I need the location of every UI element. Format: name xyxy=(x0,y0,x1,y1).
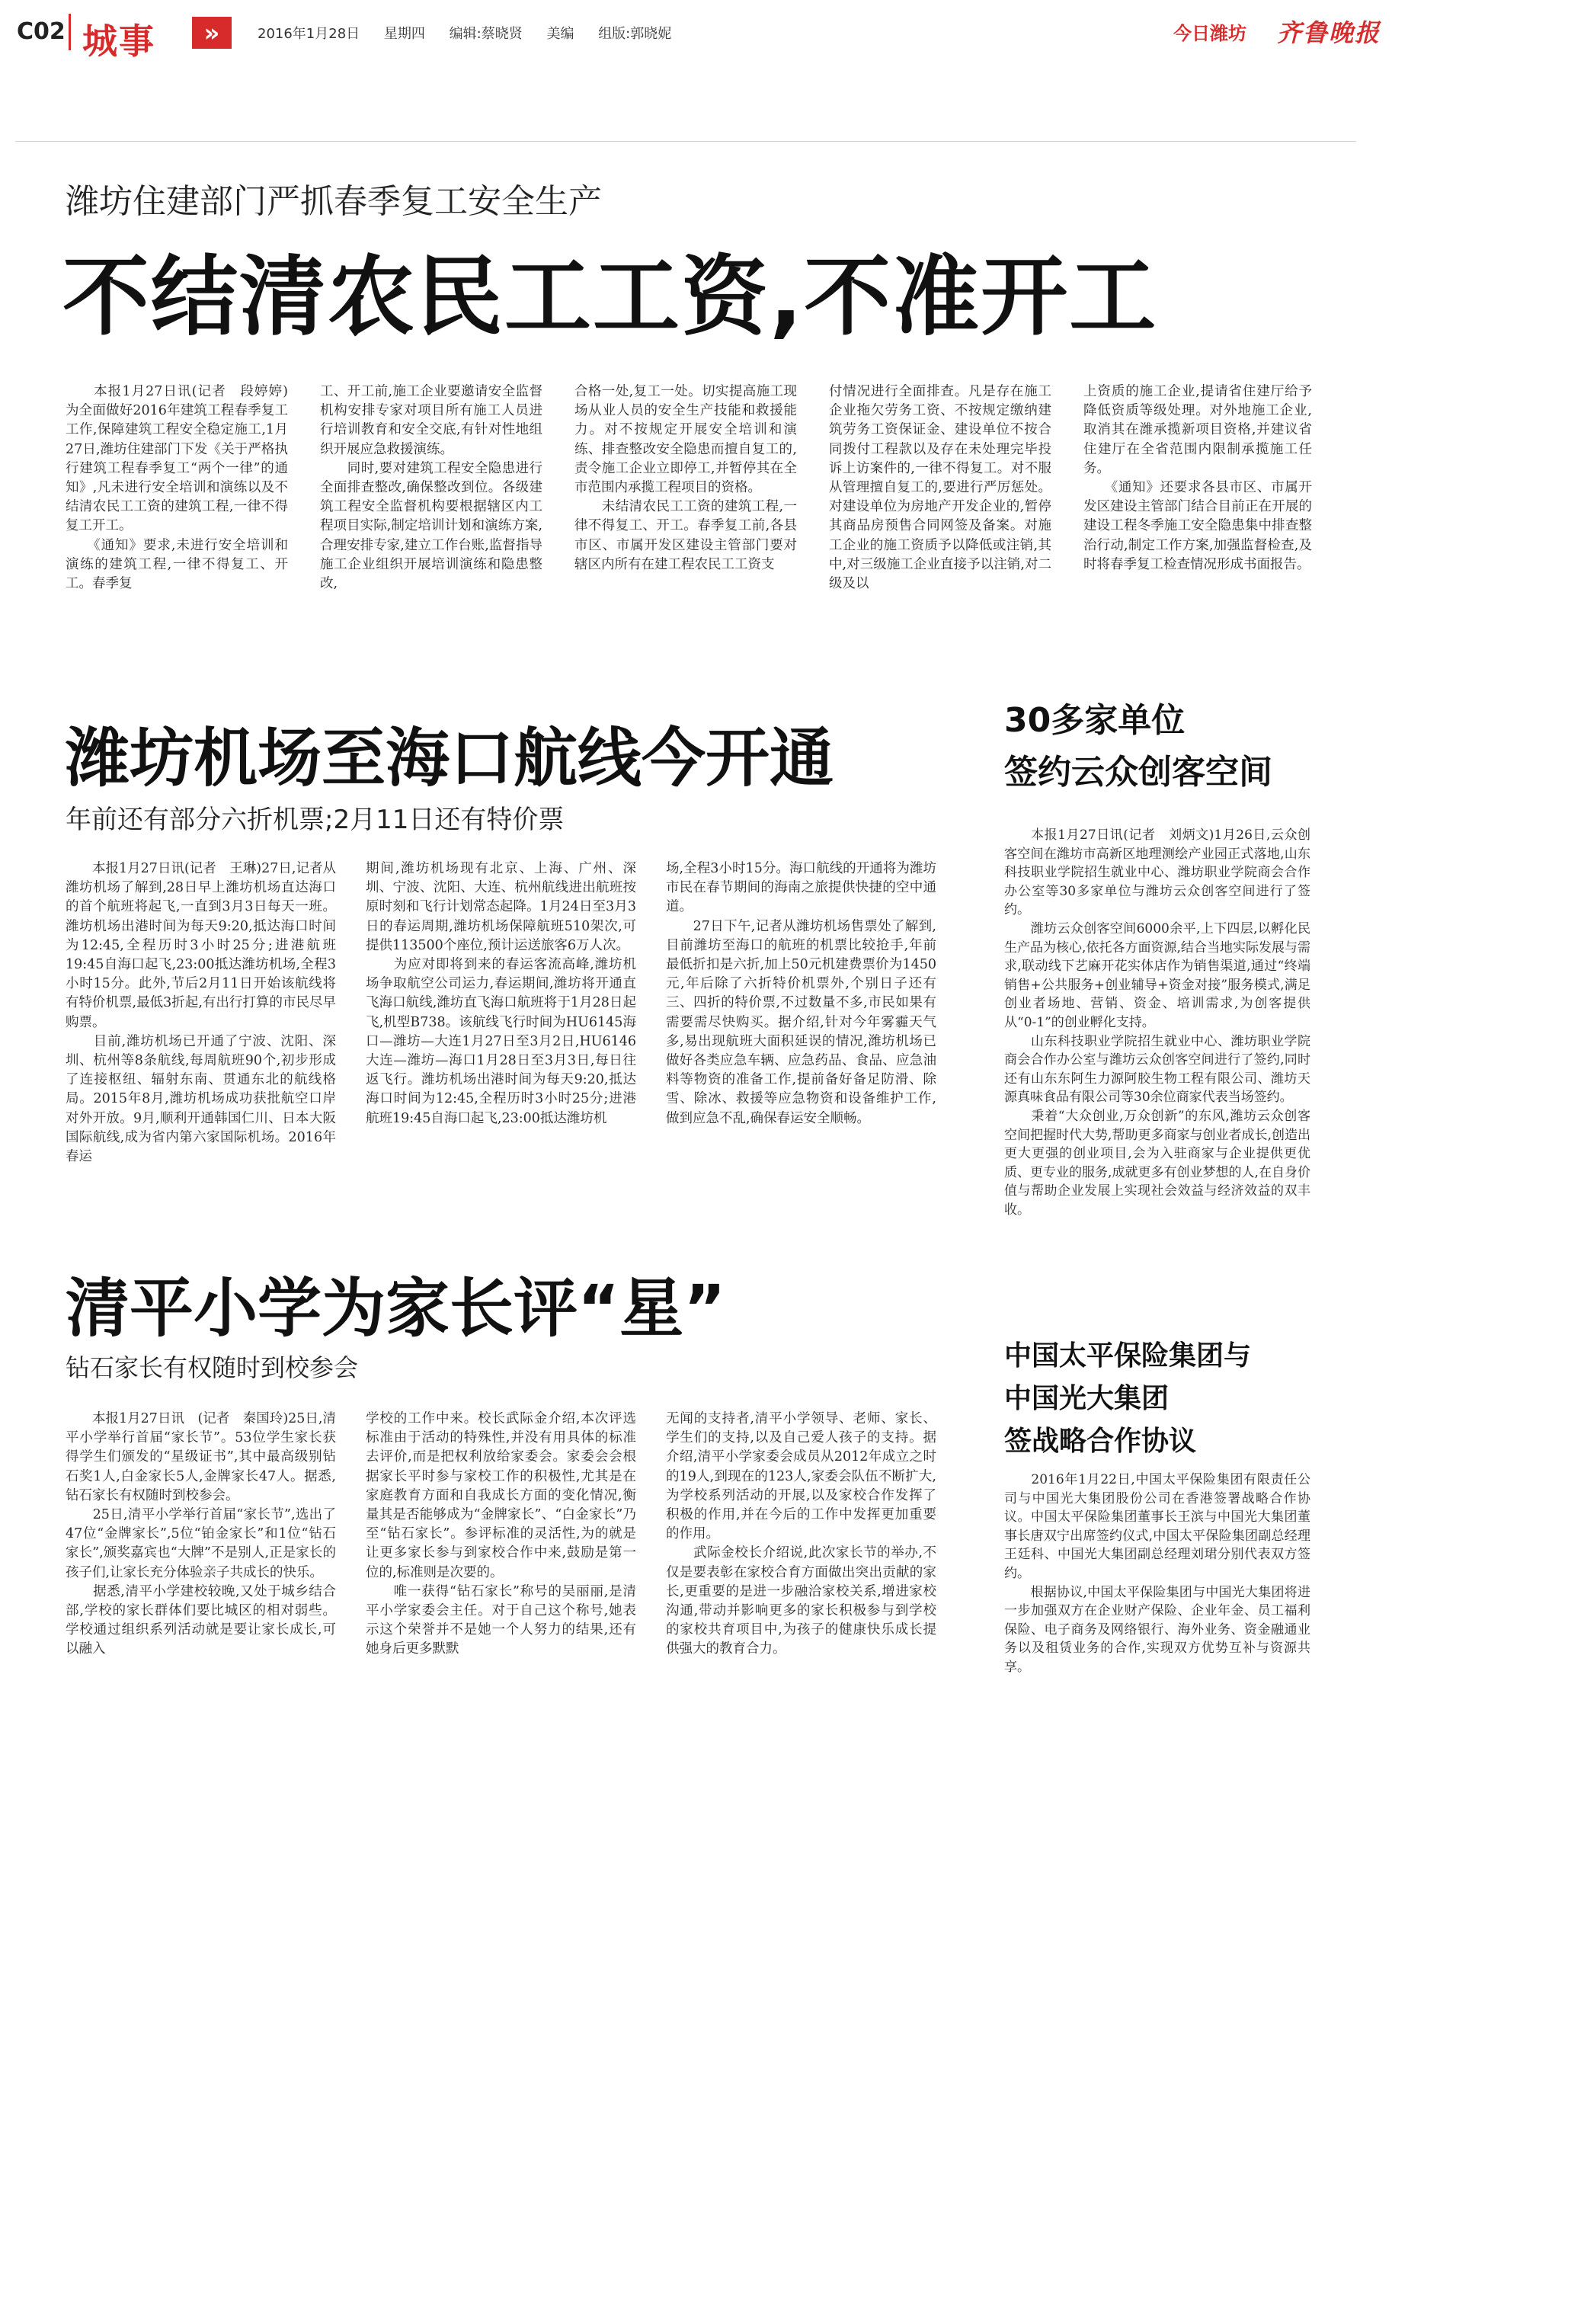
article1-headline: 不结清农民工工资,不准开工 xyxy=(62,246,1158,347)
article1-column-4: 付情况进行全面排查。凡是存在施工企业拖欠劳务工资、不按规定缴纳建筑劳务工资保证金、建设单位不按合同拨付工程款以及存在未处理完毕投诉上访案件的,一律不得复工。对不服从管理擅自复工的,要进行严厉惩处。对建设单位为房地产开发企业的,暂停其商品房预售合同网签及备案。对施工企业的施工资质予以降低或注销,其中,对三级施工企业直接予以注销,对二级及以 xyxy=(829,384,1051,592)
side2-body: 2016年1月22日,中国太平保险集团有限责任公司与中国光大集团股份公司在香港签署战略合作协议。中国太平保险集团董事长王滨与中国光大集团董事长唐双宁出席签约仪式,中国太平保险集团副总经理王廷科、中国光大集团副总经理刘珺分别代表双方签约。 根据协议,中国太平保险集团与中国光大集团将进一步加强双方在企业财产保险、企业年金、员工福利保险、电子商务及网络银行、海外业务、资金融通业务以及租赁业务的合作,实现双方优势互补与资源共享。 xyxy=(1004,1472,1310,1675)
header-rule xyxy=(15,141,1356,142)
article1-column-5: 上资质的施工企业,提请省住建厅给予降低资质等级处理。对外地施工企业,取消其在潍承揽新项目资格,并建议省住建厅在全省范围内限制承揽施工任务。 《通知》还要求各县市区、市属开发区建设主管部门结合目前正在开展的建设工程冬季施工安全隐患集中排查整治行动,制定工作方案,加强监督检查,及时将春季复工检查情况形成书面报告。 xyxy=(1083,384,1312,572)
brand-label: 今日潍坊 xyxy=(1173,23,1246,44)
article2-subhead: 年前还有部分六折机票;2月11日还有特价票 xyxy=(66,805,565,835)
article1-column-3: 合格一处,复工一处。切实提高施工现场从业人员的安全生产技能和救援能力。对不按规定开展安全培训和演练、排查整改安全隐患而擅自复工的,责令施工企业立即停工,并暂停其在全市范围内承揽工程项目的资格。 未结清农民工工资的建筑工程,一律不得复工、开工。春季复工前,各县市区、市属开发区建设主管部门要对辖区内所有在建工程农民工工资支 xyxy=(574,384,797,572)
issue-meta xyxy=(258,23,691,43)
side1-headline-line-2: 签约云众创客空间 xyxy=(1004,753,1272,792)
side1-headline-line-1: 30多家单位 xyxy=(1004,701,1186,740)
article3-column-2: 学校的工作中来。校长武际金介绍,本次评选标准由于活动的特殊性,并没有用具体的标准去评价,而是把权利放给家委会。家委会会根据家长平时参与家校工作的积极性,尤其是在家庭教育方面和自我成长方面的变化情况,衡量其是否能够成为“金牌家长”、“白金家长”乃至“钻石家长”。参评标准的灵活性,为的就是让更多家长参与到家校合作中来,鼓励是第一位的,标准则是次要的。 唯一获得“钻石家长”称号的吴丽丽,是清平小学家委会主任。对于自己这个称号,她表示这个荣誉并不是她一个人努力的结果,还有她身后更多默默 xyxy=(366,1411,636,1657)
article2-column-3: 场,全程3小时15分。海口航线的开通将为潍坊市民在春节期间的海南之旅提供快捷的空中通道。 27日下午,记者从潍坊机场售票处了解到,目前潍坊至海口的航班的机票比较抢手,年前最低折扣是六折,加上50元机建费票价为1450元,年后除了六折特价机票外,个别日子还有三、四折的特价票,不过数量不多,市民如果有需要需尽快购买。据介绍,针对今年雾霾天气多,易出现航班大面积延误的情况,潍坊机场已做好各类应急车辆、应急药品、食品、应急油料等物资的准备工作,提前备好备足防滑、除雪、除冰、救援等应急物资和设备维护工作,做到应急不乱,确保春运安全顺畅。 xyxy=(666,861,936,1126)
header-separator xyxy=(69,14,71,50)
side2-headline xyxy=(1004,1335,1251,1463)
issue-designer: 美编 xyxy=(546,26,574,42)
article1-kicker: 潍坊住建部门严抓春季复工安全生产 xyxy=(66,182,602,221)
article1-column-1: 本报1月27日讯(记者 段婷婷)为全面做好2016年建筑工程春季复工工作,保障建筑工程安全稳定施工,1月27日,潍坊住建部门下发《关于严格执行建筑工程春季复工“两个一律”的通知》,凡未进行安全培训和演练以及不结清农民工工资的建筑工程,一律不得复工开工。 《通知》要求,未进行安全培训和演练的建筑工程,一律不得复工、开工。春季复 xyxy=(66,384,288,592)
section-arrow-icon: » xyxy=(192,17,232,49)
article2-column-2: 期间,潍坊机场现有北京、上海、广州、深圳、宁波、沈阳、大连、杭州航线进出航班按原时刻和飞行计划常态起降。1月24日至3月3日的春运周期,潍坊机场保障航班510架次,可提供113500个座位,预计运送旅客6万人次。 为应对即将到来的春运客流高峰,潍坊机场争取航空公司运力,春运期间,潍坊将开通直飞海口航线,潍坊直飞海口航班将于1月28日起飞,机型B738。该航线飞行时间为HU6145海口—潍坊—大连1月27日至3月2日,HU6146大连—潍坊—海口1月28日至3月3日,每日往返飞行。潍坊机场出港时间为每天9:20,抵达海口时间为12:45,全程历时3小时25分;进港航班19:45自海口起飞,23:00抵达潍坊机 xyxy=(366,861,636,1126)
side1-headline xyxy=(1004,695,1272,799)
article2-headline: 潍坊机场至海口航线今开通 xyxy=(66,721,834,795)
article3-subhead: 钻石家长有权随时到校参会 xyxy=(66,1353,359,1382)
article2-column-1: 本报1月27日讯(记者 王琳)27日,记者从潍坊机场了解到,28日早上潍坊机场直达海口的首个航班将起飞,一直到3月3日每天一班。潍坊机场出港时间为每天9:20,抵达海口时间为12:45,全程历时3小时25分;进港航班19:45自海口起飞,23:00抵达潍坊机场,全程3小时15分。此外,节后2月11日开始该航线将有特价机票,最低3折起,有出行打算的市民尽早购票。 目前,潍坊机场已开通了宁波、沈阳、深圳、杭州等8条航线,每周航班90个,初步形成了连接枢纽、辐射东南、贯通东北的航线格局。2015年8月,潍坊机场成功获批航空口岸对外开放。9月,顺利开通韩国仁川、日本大阪国际航线,成为省内第六家国际机场。2016年春运 xyxy=(66,861,336,1165)
side2-headline-line-1: 中国太平保险集团与 xyxy=(1004,1340,1252,1372)
issue-date: 2016年1月28日 xyxy=(258,26,360,42)
newspaper-logo: 齐鲁晚报 xyxy=(1277,18,1381,47)
article3-headline: 清平小学为家长评“星” xyxy=(66,1271,726,1346)
side2-headline-line-3: 签战略合作协议 xyxy=(1004,1426,1197,1457)
article3-column-3: 无闻的支持者,清平小学领导、老师、家长、学生们的支持,以及自己爱人孩子的支持。据介绍,清平小学家委会成员从2012年成立之时的19人,到现在的123人,家委会队伍不断扩大,为学校系列活动的开展,以及家校合作发挥了积极的作用,并在今后的工作中发挥更加重要的作用。 武际金校长介绍说,此次家长节的举办,不仅是要表彰在家校合育方面做出突出贡献的家长,更重要的是进一步融洽家校关系,增进家校沟通,带动并影响更多的家长积极参与到学校的家校共育项目中,为孩子的健康快乐成长提供强大的教育合力。 xyxy=(666,1411,936,1657)
page-number: C02 xyxy=(17,18,66,45)
side2-headline-line-2: 中国光大集团 xyxy=(1004,1383,1170,1414)
section-title: 城事 xyxy=(82,21,155,62)
issue-weekday: 星期四 xyxy=(383,26,425,42)
issue-editor: 编辑:蔡晓贤 xyxy=(449,26,523,42)
article3-column-1: 本报1月27日讯 (记者 秦国玲)25日,清平小学举行首届“家长节”。53位学生家长获得学生们颁发的“星级证书”,其中最高级别钻石奖1人,白金家长5人,金牌家长47人。据悉,钻石家长有权随时到校参会。 25日,清平小学举行首届“家长节”,选出了47位“金牌家长”,5位“铂金家长”和1位“钻石家长”,颁奖嘉宾也“大牌”不是别人,正是家长的孩子们,让家长充分体验亲子共成长的快乐。 据悉,清平小学建校较晚,又处于城乡结合部,学校的家长群体们要比城区的相对弱些。学校通过组织系列活动就是要让家长成长,可以融入 xyxy=(66,1411,336,1657)
issue-layout: 组版:郭晓妮 xyxy=(598,26,672,42)
article1-column-2: 工、开工前,施工企业要邀请安全监督机构安排专家对项目所有施工人员进行培训教育和安全交底,有针对性地组织开展应急救援演练。 同时,要对建筑工程安全隐患进行全面排查整改,确保整改到位。各级建筑工程安全监督机构要根据辖区内工程项目实际,制定培训计划和演练方案,合理安排专家,建立工作台账,监督指导施工企业组织开展培训演练和隐患整改, xyxy=(320,384,542,592)
side1-body: 本报1月27日讯(记者 刘炳文)1月26日,云众创客空间在潍坊市高新区地理测绘产业园正式落地,山东科技职业学院招生就业中心、潍坊职业学院商会合作办公室等30多家单位与潍坊云众创客空间进行了签约。 潍坊云众创客空间6000余平,上下四层,以孵化民生产品为核心,依托各方面资源,结合当地实际发展与需求,联动线下艺麻开花实体店作为销售渠道,通过“终端销售+公共服务+创业辅导+资金对接”服务模式,满足创业者场地、营销、资金、培训需求,为创客提供从“0-1”的创业孵化支持。 山东科技职业学院招生就业中心、潍坊职业学院商会合作办公室与潍坊云众创客空间进行了签约,同时还有山东东阿生力源阿胶生物工程有限公司、潍坊天源真味食品有限公司等30余位商家代表当场签约。 秉着“大众创业,万众创新”的东风,潍坊云众创客空间把握时代大势,帮助更多商家与创业者成长,创造出更大更强的创业项目,会为入驻商家与企业提供更优质、更专业的服务,成就更多有创业梦想的人,在自身价值与帮助企业发展上实现社会效益与经济效益的双丰收。 xyxy=(1004,827,1310,1218)
